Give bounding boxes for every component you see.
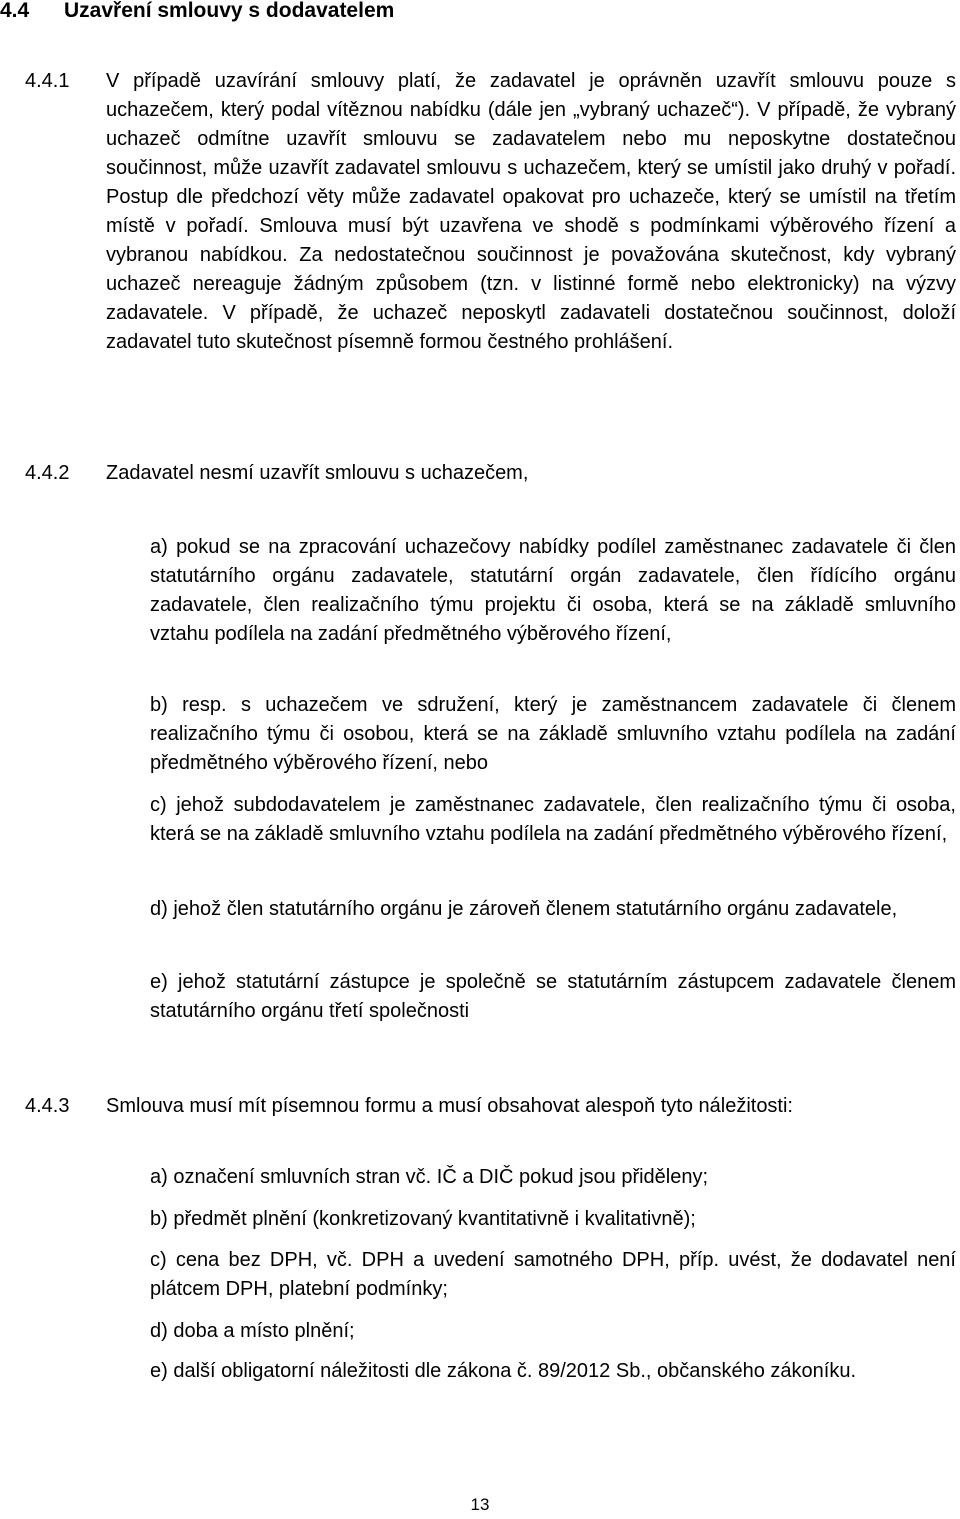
- clause-text-4-4-3: Smlouva musí mít písemnou formu a musí obsahovat alespoň tyto náležitosti:: [106, 1095, 793, 1117]
- list-item-4-4-2-c: c) jehož subdodavatelem je zaměstnanec zadavatele, člen realizačního týmu či osoba, která se na základě smluvního vztahu podílela na zadání předmětného výběrového řízení,: [150, 794, 956, 845]
- list-item-4-4-3-e: e) další obligatorní náležitosti dle zákona č. 89/2012 Sb., občanského zákoníku.: [150, 1360, 857, 1382]
- list-item-4-4-3-d: d) doba a místo plnění;: [150, 1320, 355, 1342]
- clause-text-4-4-1: V případě uzavírání smlouvy platí, že zadavatel je oprávněn uzavřít smlouvu pouze s uchazečem, který podal vítěznou nabídku (dále jen „vybraný uchazeč“). V případě, že vybraný uchazeč odmítne uzavřít smlouvu se zadavatelem nebo mu neposkytne dostatečnou součinnost, může uzavřít zadavatel smlouvu s uchazečem, který se umístil jako druhý v pořadí. Postup dle předchozí věty může zadavatel opakovat pro uchazeče, který se umístil na třetím místě v pořadí. Smlouva musí být uzavřena ve shodě s podmínkami výběrového řízení a vybranou nabídkou. Za nedostatečnou součinnost je považována skutečnost, kdy vybraný uchazeč nereaguje žádným způsobem (tzn. v listinné formě nebo elektronicky) na výzvy zadavatele. V případě, že uchazeč neposkytl zadavateli dostatečnou součinnost, doloží zadavatel tuto skutečnost písemně formou čestného prohlášení.: [106, 70, 956, 353]
- section-number: 4.4: [0, 0, 30, 22]
- list-item-4-4-2-a: a) pokud se na zpracování uchazečovy nabídky podílel zaměstnanec zadavatele či člen statutárního orgánu zadavatele, statutární orgán zadavatele, člen řídícího orgánu zadavatele, člen realizačního týmu projektu či osoba, která se na základě smluvního vztahu podílela na zadání předmětného výběrového řízení,: [150, 536, 956, 645]
- list-item-4-4-2-b: b) resp. s uchazečem ve sdružení, který je zaměstnancem zadavatele či členem realizačního týmu či osobou, která se na základě smluvního vztahu podílela na zadání předmětného výběrového řízení, nebo: [150, 694, 956, 774]
- section-heading: [0, 0, 394, 25]
- clause-number-4-4-2: 4.4.2: [25, 462, 70, 484]
- clause-number-4-4-1: 4.4.1: [25, 70, 70, 92]
- clause-number-4-4-3: 4.4.3: [25, 1095, 70, 1117]
- page-number: 13: [470, 1495, 490, 1514]
- list-item-4-4-3-b: b) předmět plnění (konkretizovaný kvantitativně i kvalitativně);: [150, 1208, 696, 1230]
- section-title: Uzavření smlouvy s dodavatelem: [64, 0, 395, 22]
- clause-text-4-4-2: Zadavatel nesmí uzavřít smlouvu s uchazečem,: [106, 462, 529, 484]
- list-item-4-4-3-a: a) označení smluvních stran vč. IČ a DIČ pokud jsou přiděleny;: [150, 1166, 709, 1188]
- list-item-4-4-2-e: e) jehož statutární zástupce je společně se statutárním zástupcem zadavatele členem statutárního orgánu třetí společnosti: [150, 971, 956, 1022]
- list-item-4-4-3-c: c) cena bez DPH, vč. DPH a uvedení samotného DPH, příp. uvést, že dodavatel není plátcem DPH, platební podmínky;: [150, 1249, 956, 1300]
- list-item-4-4-2-d: d) jehož člen statutárního orgánu je zároveň členem statutárního orgánu zadavatele,: [150, 898, 898, 920]
